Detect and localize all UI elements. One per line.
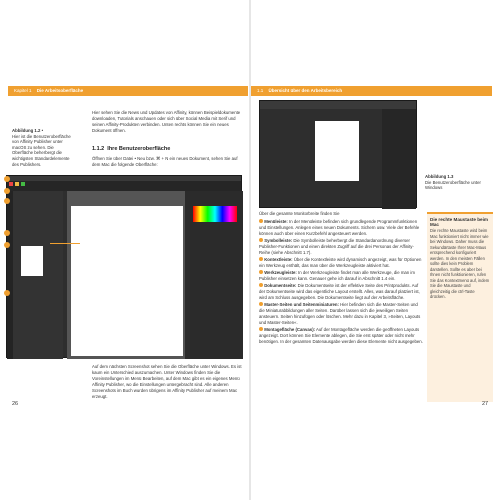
color-spectrum [193,206,237,222]
section-heading [92,146,170,152]
page-thumbnail [21,246,43,276]
callout-marker [4,290,10,296]
win-studio-panel [382,109,416,209]
item-label: Menüleiste: [264,219,288,224]
right-page-number: 27 [482,401,489,407]
mac-mouse-infobox [427,212,493,402]
item-text: Auf der Montagefläche werden die geöffneten Layouts angezeigt. Dort können Sie Elemente ablegen, die Sie erst später oder nicht mehr benötigen. In der gesamten Datenausgabe werden diese Elemente nicht ausgegeben. [259,327,423,344]
list-item [259,238,423,256]
infobox-title: Die rechte Maustaste beim Mac [430,217,488,227]
list-intro: Über die gesamte Monitorbreite finden Sie [259,211,340,216]
app-toolbar [7,181,241,191]
traffic-light-icon [21,182,25,186]
figure-1-2-caption-text: Hier ist die Benutzeroberfläche von Affinity Publisher unter macOS zu sehen. Die Oberfläche beherbergt die wichtigsten Standardelemente des Publishers. [12,133,71,167]
right-header-title: Übersicht über den Arbeitsbereich [268,88,343,93]
callout-marker [4,230,10,236]
traffic-light-icon [9,182,13,186]
infobox-text: Die rechte Maustaste wird beim Mac funktioniert nicht immer wie bei Windows. Daher muss die Sekundärtaste Ihrer Mac-Maus entsprechend konfiguriert werden. In den meisten Fällen sollte dies kein Problem darstellen. Sollte es aber bei Ihnen nicht funktionieren, rufen Sie das Kontextmenü auf, indem Sie die Maustaste und gleichzeitig die ctrl-Taste drücken. [430,228,490,299]
callout-marker [4,198,10,204]
list-item [259,219,423,237]
list-item [259,283,423,301]
left-header-title: Die Arbeitsoberfläche [36,88,84,93]
left-page-header [8,86,248,96]
figure-1-2-screenshot [6,175,242,358]
item-label: Montagefläche (Canvas): [264,327,316,332]
left-bottom-text: Auf dem nächsten Screenshot sehen Sie die Oberfläche unter Windows. Es ist kaum ein Unterschied auszumachen. Unter Windows finden Sie die Voreinstellungen im Menü Bearbeiten, auf dem Mac gibt es ein eigenes Menü Affinity Publisher, wo die Einstellungen untergebracht sind. Alle anderen Screenshots im Buch wurden übrigens im Affinity Publisher auf meinem Mac erzeugt. [92,364,242,399]
figure-1-3-screenshot [259,100,417,208]
item-label: Symbolleiste: [264,238,293,243]
document-page [71,206,183,356]
list-item [259,257,423,269]
item-label: Werkzeugleiste: [264,270,297,275]
left-header-chapter: Kapitel 1 [14,88,32,93]
item-label: Master-Seiten und Seitenminiaturen: [264,302,339,307]
section-title: Ihre Benutzeroberfläche [107,146,171,152]
list-item [259,270,423,282]
callout-marker [259,219,263,223]
section-number: 1.1.2 [92,146,105,152]
callout-marker [259,327,263,331]
item-text: Über die Kontextleiste wird dynamisch angezeigt, was für Optionen ein Werkzeug enthält, das man über die Werkzeugleiste aktiviert hat. [259,257,422,268]
left-intro-text: Hier sehen Sie die News und Updates von Affinity, können Beispieldokumente downloaden, Tutorials anschauen oder sich über Social Media mit Serif und seinen Affinity-Produkten verbinden. Unten rechts können Sie ein neues Dokument öffnen. [92,110,241,133]
figure-1-2-caption-title: Abbildung 1.2 • [12,128,44,133]
item-text: Hier befinden sich die Master-Seiten und die Miniaturabbildungen aller Seiten. Darüber lassen sich die jeweiligen Seiten ansteuern. Seiten hinzufügen oder löschen. Mehr dazu in Kapitel 3, »Seiten, Layouts und Master-Seiten«. [259,302,421,325]
callout-marker [259,270,263,274]
left-page [0,0,249,500]
item-text: Die Dokumentseite ist der effektive Seite des Printprodukts. Auf der Dokumentseite wird das eigentliche Layout erstellt. Alles, was darauf platziert ist, wird am Schluss ausgegeben. Die Dokumentseite liegt auf der Arbeitsfläche. [259,283,420,300]
win-toolbar [260,101,416,109]
item-label: Kontextleiste: [264,257,293,262]
list-item [259,327,423,345]
traffic-light-icon [15,182,19,186]
item-text: In der Werkzeugleiste findet man alle Werkzeuge, die man im Publisher einsetzen kann. Genauer gehe ich darauf in Abschnitt 1.4 ein. [259,270,415,281]
callout-marker [259,283,263,287]
figure-1-3-caption-title: Abbildung 1.3 [425,174,454,179]
right-page-header [251,86,492,96]
list-item [259,302,423,326]
item-text: Die Symbolleiste beherbergt die Standardanordnung diverser Publisher-Funktionen und einen direkten Zugriff auf die drei Personas der Affinity-Reihe (siehe Abschnitt 1.7). [259,238,414,255]
callout-marker [259,302,263,306]
feature-list [259,219,423,346]
callout-marker [4,242,10,248]
win-document-page [315,121,359,181]
right-header-chapter: 1.1 [257,88,264,93]
right-page [251,0,500,500]
callout-marker [4,176,10,182]
callout-line [50,243,80,244]
left-page-number: 26 [12,401,19,407]
section-text: Öffnen Sie über Datei • Neu bzw. ⌘ + N ein neues Dokument, sehen Sie auf dem Mac die folgende Oberfläche: [92,156,238,167]
callout-marker [259,238,263,242]
figure-1-3-caption [425,174,493,191]
item-text: In der Menüleiste befinden sich grundlegende Programmfunktionen und Einstellungen. Anlegen eines neuen Dokuments. Sichern usw. Viele der Befehle können auch über einen Kurzbefehl angesteuert werden. [259,219,420,236]
item-label: Dokumentseite: [264,283,297,288]
figure-1-3-caption-text: Die Benutzeroberfläche unter Windows [425,179,481,191]
callout-marker [259,257,263,261]
callout-marker [4,188,10,194]
figure-1-2-caption [12,128,74,167]
